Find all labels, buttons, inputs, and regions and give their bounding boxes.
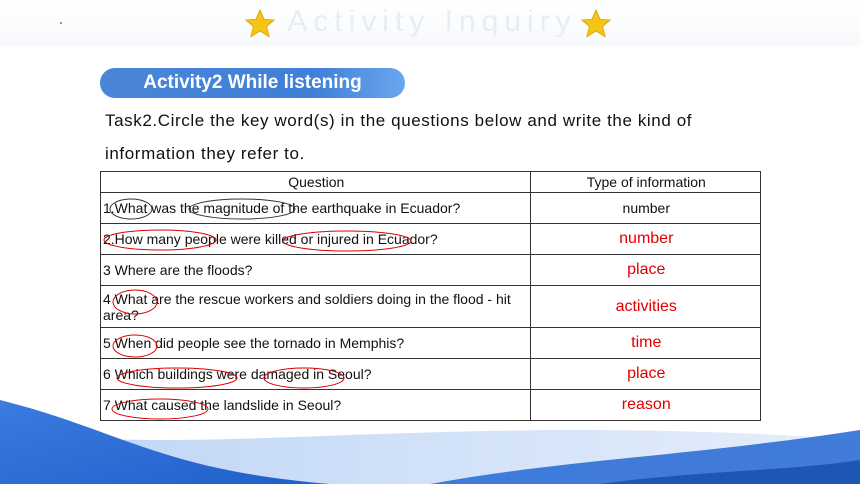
decor-dot (60, 22, 62, 24)
question-table (100, 171, 761, 421)
question-cell: 7 What caused the landslide in Seoul? (101, 390, 531, 421)
table-row (101, 255, 761, 286)
page-title: Activity Inquiry (287, 5, 577, 38)
table-row (101, 193, 761, 224)
question-cell: 4 What are the rescue workers and soldiers doing in the flood - hit area? (101, 286, 531, 328)
answer-cell: place (530, 359, 760, 390)
answer-cell: number (530, 224, 760, 255)
table-header-row (101, 172, 761, 193)
bottom-wave-decoration (0, 400, 860, 484)
question-cell: 3 Where are the floods? (101, 255, 531, 286)
table-row (101, 328, 761, 359)
activity-banner (100, 68, 405, 98)
activity-banner-label: Activity2 While listening (143, 72, 362, 93)
answer-cell: reason (530, 390, 760, 421)
table-row (101, 224, 761, 255)
answer-cell: number (530, 193, 760, 224)
question-cell: 6 Which buildings were damaged in Seoul? (101, 359, 531, 390)
question-cell: 5 When did people see the tornado in Memphis? (101, 328, 531, 359)
star-icon (244, 8, 276, 40)
table-row (101, 286, 761, 328)
task-instructions: Task2.Circle the key word(s) in the questions below and write the kind of information they refer to. (105, 111, 693, 163)
question-cell: 2.How many people were killed or injured in Ecuador? (101, 224, 531, 255)
star-icon (580, 8, 612, 40)
column-header-question: Question (101, 172, 531, 193)
question-cell: 1.What was the magnitude of the earthquake in Ecuador? (101, 193, 531, 224)
answer-cell: time (530, 328, 760, 359)
column-header-type: Type of information (530, 172, 760, 193)
table-row (101, 359, 761, 390)
answer-cell: place (530, 255, 760, 286)
answer-cell: activities (530, 286, 760, 328)
